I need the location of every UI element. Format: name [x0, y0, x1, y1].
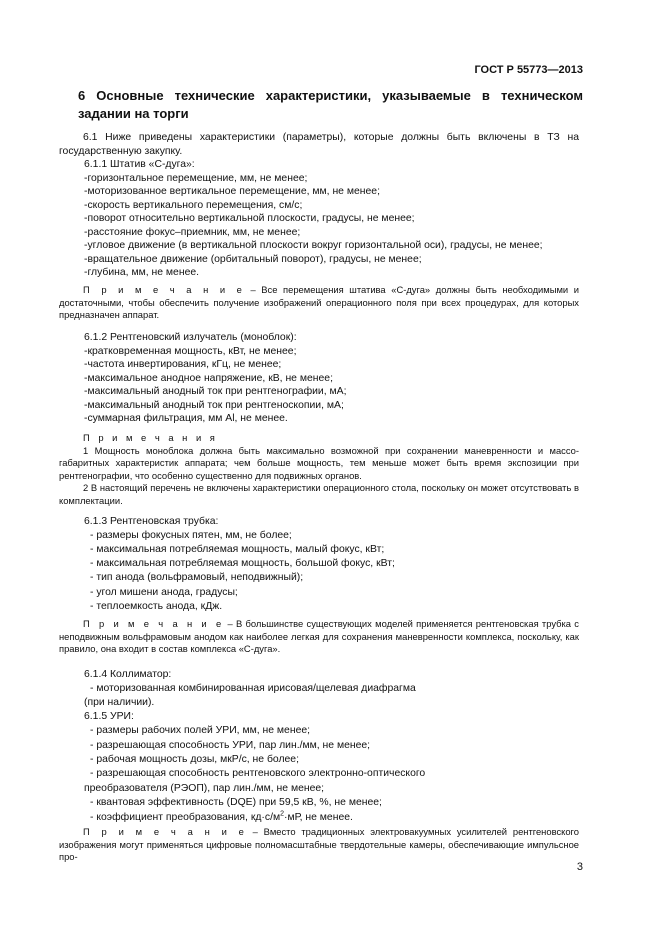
list-item: преобразователя (РЭОП), пар лин./мм, не менее;: [84, 782, 325, 794]
note-4: [59, 826, 579, 864]
subsection-title-6-1-4: 6.1.4 Коллиматор:: [84, 669, 172, 680]
intro-paragraph: 6.1 Ниже приведены характеристики (параметры), которые должны быть включены в ТЗ на государственную закупку.: [59, 132, 579, 157]
list-item: -максимальный анодный ток при рентгеноскопии, мА;: [84, 399, 344, 411]
list-item: -скорость вертикального перемещения, см/с;: [84, 199, 303, 211]
list-item: -максимальное анодное напряжение, кВ, не менее;: [84, 372, 333, 384]
list-item: - максимальная потребляемая мощность, большой фокус, кВт;: [90, 558, 395, 570]
subsection-title-6-1-5: 6.1.5 УРИ:: [84, 711, 134, 723]
subsection-title-6-1-1: 6.1.1 Штатив «С-дуга»:: [84, 159, 195, 170]
note-item: 2 В настоящий перечень не включены характеристики операционного стола, поскольку он может отсутствовать в комплектации.: [59, 482, 579, 506]
list-item: - угол мишени анода, градусы;: [90, 586, 238, 598]
list-item: - размеры рабочих полей УРИ, мм, не менее;: [90, 725, 311, 737]
list-item: -моторизованное вертикальное перемещение, мм, не менее;: [84, 186, 380, 197]
list-item: - теплоемкость анода, кДж.: [90, 600, 223, 612]
list-item: -угловое движение (в вертикальной плоскости вокруг горизонтальной оси), градусы, не менее;: [84, 240, 543, 251]
list-item: - моторизованная комбинированная ирисовая/щелевая диафрагма: [90, 682, 416, 694]
list-item-text: - коэффициент преобразования, кд·с/м: [90, 812, 281, 824]
note-item: 1 Мощность моноблока должна быть максимально возможной при сохранении маневренности и массо-габаритных характеристик аппарата; чем больше мощность, тем меньше может быть время экспозиции при рентгенографии, что особенно существенно для подвижных органов.: [59, 444, 579, 481]
list-item: -частота инвертирования, кГц, не менее;: [84, 359, 282, 370]
note-label: П р и м е ч а н и е: [83, 284, 245, 295]
list-item: -максимальный анодный ток при рентгенографии, мА;: [84, 386, 347, 397]
section-heading: 6 Основные технические характеристики, указываемые в техническом задании на торги: [78, 88, 583, 121]
note-label: П р и м е ч а н и е: [83, 826, 247, 837]
subsection-title-6-1-2: 6.1.2 Рентгеновский излучатель (моноблок):: [84, 332, 297, 343]
list-item: -поворот относительно вертикальной плоскости, градусы, не менее;: [84, 213, 415, 224]
list-item: - максимальная потребляемая мощность, малый фокус, кВт;: [90, 543, 385, 555]
note-label: П р и м е ч а н и я: [83, 432, 218, 443]
section-6-1-2: [59, 331, 579, 426]
list-item: - квантовая эффективность (DQE) при 59,5 кВ, %, не менее;: [90, 796, 382, 808]
note-3: [59, 618, 579, 656]
list-item: -суммарная фильтрация, мм Al, не менее.: [84, 413, 288, 424]
standard-number: ГОСТ Р 55773—2013: [474, 64, 583, 76]
subsection-title-6-1-3: 6.1.3 Рентгеновская трубка:: [84, 516, 219, 527]
list-item: -глубина, мм, не менее.: [84, 267, 200, 278]
note-label: П р и м е ч а н и е: [83, 618, 225, 629]
list-item: -вращательное движение (орбитальный поворот), градусы, не менее;: [84, 253, 422, 265]
note-text: – Вместо традиционных электровакуумных усилителей рентгеновского изображения могут применяться цифровые полномасштабные твердотельные камеры, обеспечивающие импульсное про-: [59, 826, 579, 862]
list-item: -горизонтальное перемещение, мм, не менее;: [84, 172, 308, 184]
list-item: -расстояние фокус–приемник, мм, не менее;: [84, 226, 301, 238]
list-item: [59, 810, 579, 825]
note-1: [59, 284, 579, 322]
list-item: -кратковременная мощность, кВт, не менее;: [84, 345, 297, 357]
note-text: – В большинстве существующих моделей применяется рентгеновская трубка с неподвижным вольфрамовым анодом как наиболее легкая для сохранения маневренности комплекса, поскольку, как правило, она входит в состав комплекса «С-дуга».: [59, 618, 579, 654]
list-item: - рабочая мощность дозы, мкР/с, не более;: [90, 753, 299, 765]
superscript: 2: [280, 810, 285, 818]
list-item: - размеры фокусных пятен, мм, не более;: [90, 529, 292, 541]
list-item: - тип анода (вольфрамовый, неподвижный);: [90, 572, 304, 584]
section-6-1-4-5: [59, 668, 579, 825]
section-6-1: [59, 131, 579, 280]
note-2: [59, 432, 579, 507]
list-item-text: ·мР, не менее.: [284, 812, 353, 824]
page-number: 3: [576, 861, 583, 873]
list-item: - разрешающая способность УРИ, пар лин./мм, не менее;: [90, 739, 371, 751]
list-item: - разрешающая способность рентгеновского электронно-оптического: [90, 768, 426, 780]
section-6-1-3: [59, 515, 579, 614]
list-item: (при наличии).: [84, 696, 155, 708]
note-text: – Все перемещения штатива «С-дуга» должны быть необходимыми и достаточными, чтобы обеспечить получение изображений операционного поля при всех процедурах, для которых предназначен аппарат.: [59, 284, 579, 320]
